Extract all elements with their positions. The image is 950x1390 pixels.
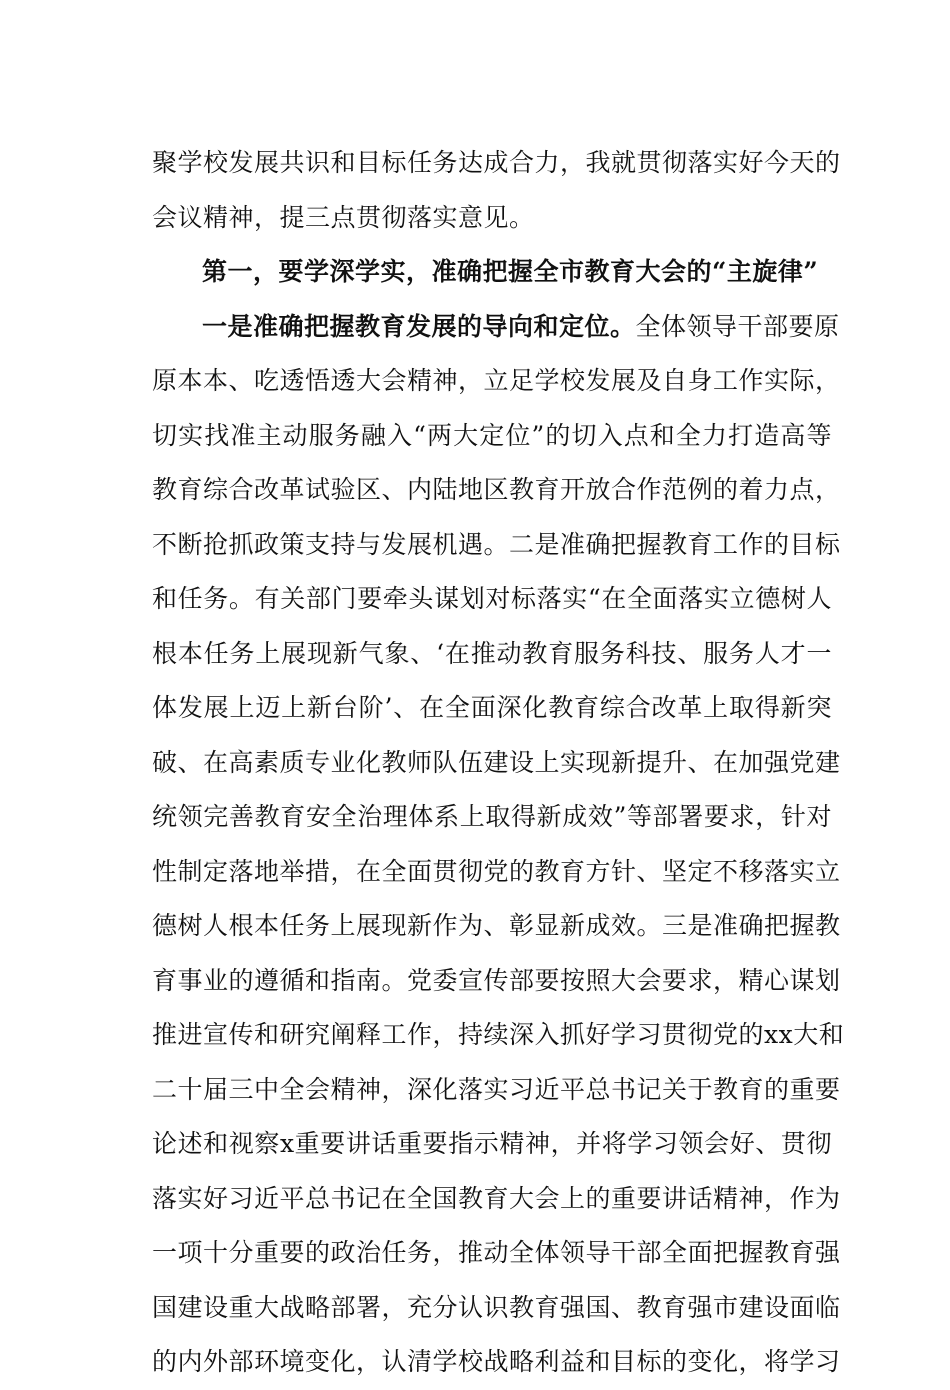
text-line: 切实找准主动服务融入“两大定位”的切入点和全力打造高等: [152, 420, 832, 450]
text-line: 聚学校发展共识和目标任务达成合力，我就贯彻落实好今天的: [152, 148, 841, 177]
text-line: 育事业的遵循和指南。党委宣传部要按照大会要求，精心谋划: [152, 965, 841, 995]
text-line: 教育综合改革试验区、内陆地区教育开放合作范例的着力点，: [152, 475, 841, 504]
text-line: 性制定落地举措，在全面贯彻党的教育方针、坚定不移落实立: [152, 856, 841, 886]
text-line: 推进宣传和研究阐释工作，持续深入抓好学习贯彻党的xx大和: [152, 1020, 845, 1049]
text-line: 统领完善教育安全治理体系上取得新成效”等部署要求，针对: [152, 802, 832, 831]
text-line: 原本本、吃透悟透大会精神，立足学校发展及自身工作实际，: [152, 366, 841, 395]
text-line: 不断抢抓政策支持与发展机遇。二是准确把握教育工作的目标: [152, 529, 841, 559]
paragraph-first-line: [152, 300, 840, 355]
text-line: 德树人根本任务上展现新作为、彰显新成效。三是准确把握教: [152, 911, 841, 940]
text-line: 国建设重大战略部署，充分认识教育强国、教育强市建设面临: [152, 1292, 841, 1322]
section-heading: 第一，要学深学实，准确把握全市教育大会的“主旋律”: [202, 257, 819, 286]
text-line: 论述和视察x重要讲话重要指示精神，并将学习领会好、贯彻: [152, 1129, 832, 1158]
bold-lead-sentence: 一是准确把握教育发展的导向和定位。: [202, 311, 636, 341]
text-line: 破、在高素质专业化教师队伍建设上实现新提升、在加强党建: [152, 747, 841, 777]
text-line: 会议精神，提三点贯彻落实意见。: [152, 202, 535, 232]
text-line: 根本任务上展现新气象、‘在推动教育服务科技、服务人才一: [152, 638, 832, 668]
text-line: 的内外部环境变化，认清学校战略利益和目标的变化，将学习: [152, 1347, 841, 1376]
text-line: 体发展上迈上新台阶’、在全面深化教育综合改革上取得新突: [152, 693, 832, 722]
text-line: 二十届三中全会精神，深化落实习近平总书记关于教育的重要: [152, 1074, 841, 1104]
text-line: 落实好习近平总书记在全国教育大会上的重要讲话精神，作为: [152, 1183, 841, 1213]
text-line: 一项十分重要的政治任务，推动全体领导干部全面把握教育强: [152, 1238, 841, 1267]
body-text: [152, 136, 845, 1390]
text-line: 和任务。有关部门要牵头谋划对标落实“在全面落实立德树人: [152, 584, 832, 613]
paragraph-text: 全体领导干部要原: [635, 311, 840, 341]
